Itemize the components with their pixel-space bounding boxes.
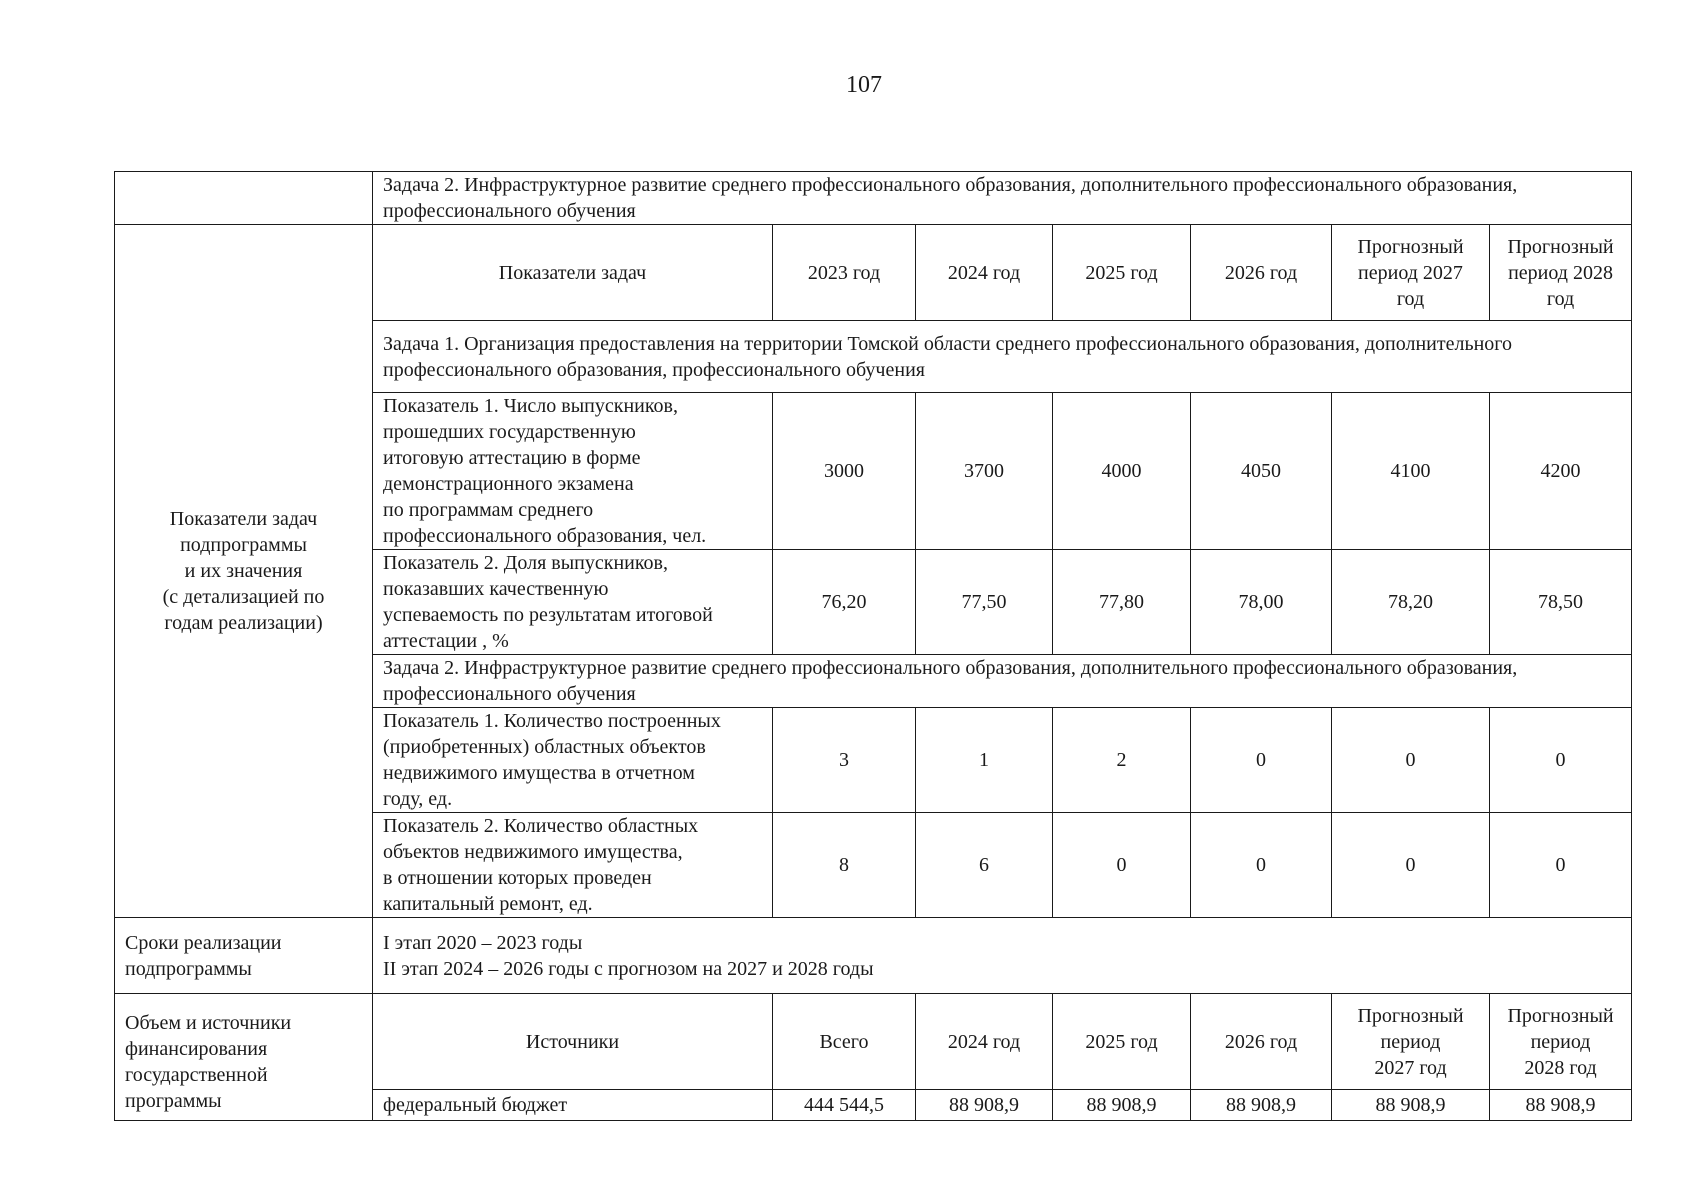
value-cell: 4000 [1053,393,1191,550]
value-cell: 0 [1332,708,1490,813]
header-forecast-2027-line: Прогнозный [1357,235,1464,258]
finance-value-cell: 88 908,9 [1191,1090,1332,1121]
finance-header-forecast-2027-line: период [1380,1030,1441,1053]
terms-value-line: II этап 2024 – 2026 годы с прогнозом на 2027 и 2028 годы [383,957,874,980]
value-cell: 77,50 [916,550,1053,655]
value-cell: 3000 [773,393,916,550]
terms-value [373,918,1632,994]
indicators-label-line: и их значения [184,560,303,582]
header-forecast-2028 [1490,225,1632,321]
header-forecast-2027-line: период 2027 [1358,261,1463,284]
value-cell: 4200 [1490,393,1632,550]
terms-row [115,918,1632,994]
finance-header-forecast-2028-line: период [1530,1030,1591,1053]
finance-value-cell: 88 908,9 [916,1090,1053,1121]
indicators-label-line: годам реализации) [164,612,323,634]
indicator-name-line: аттестации , % [383,630,509,652]
header-2026: 2026 год [1191,225,1332,321]
value-cell: 8 [773,813,916,918]
indicator-name [373,813,773,918]
value-cell: 78,00 [1191,550,1332,655]
indicator-name-line: успеваемость по результатам итоговой [383,604,713,626]
indicator-name-line: в отношении которых проведен [383,867,652,889]
finance-header-row [115,994,1632,1090]
finance-source: федеральный бюджет [373,1090,773,1121]
finance-header-forecast-2028-line: 2028 год [1524,1056,1597,1079]
header-2023: 2023 год [773,225,916,321]
finance-label-line: финансирования [125,1038,268,1060]
indicator-name [373,708,773,813]
finance-header-sources: Источники [373,994,773,1090]
terms-label-line: подпрограммы [125,957,252,980]
header-2025: 2025 год [1053,225,1191,321]
value-cell: 78,20 [1332,550,1490,655]
value-cell: 3700 [916,393,1053,550]
value-cell: 4100 [1332,393,1490,550]
finance-value-cell: 444 544,5 [773,1090,916,1121]
finance-value-cell: 88 908,9 [1053,1090,1191,1121]
top-left-empty-cell [115,172,373,225]
header-forecast-2027-line: год [1396,287,1425,310]
finance-label-line: программы [125,1090,222,1112]
indicator-name-line: прошедших государственную [383,421,636,443]
finance-header-forecast-2027-line: Прогнозный [1357,1004,1464,1027]
header-indicators: Показатели задач [373,225,773,321]
finance-header-2024: 2024 год [916,994,1053,1090]
task2-text: Задача 2. Инфраструктурное развитие среднего профессионального образования, дополнительного профессионального образования, профессионального обучения [373,655,1632,708]
header-forecast-2028-line: Прогнозный [1507,235,1614,258]
finance-header-forecast-2028-line: Прогнозный [1507,1004,1614,1027]
value-cell: 0 [1053,813,1191,918]
finance-label-line: государственной [125,1064,268,1086]
indicator-name-line: году, ед. [383,788,453,810]
indicators-header-row [115,225,1632,321]
terms-value-line: I этап 2020 – 2023 годы [383,931,583,954]
finance-value-cell: 88 908,9 [1332,1090,1490,1121]
indicator-name-line: объектов недвижимого имущества, [383,841,683,863]
value-cell: 0 [1490,708,1632,813]
finance-header-forecast-2027 [1332,994,1490,1090]
value-cell: 0 [1191,813,1332,918]
finance-header-2026: 2026 год [1191,994,1332,1090]
indicators-section-label [115,225,373,918]
indicator-name-line: показавших качественную [383,578,609,600]
indicator-name-line: Показатель 2. Доля выпускников, [383,552,668,574]
value-cell: 77,80 [1053,550,1191,655]
indicator-name-line: Показатель 1. Число выпускников, [383,395,678,417]
indicator-name-line: капитальный ремонт, ед. [383,893,593,915]
value-cell: 4050 [1191,393,1332,550]
header-forecast-2027 [1332,225,1490,321]
value-cell: 76,20 [773,550,916,655]
finance-label [115,994,373,1121]
indicator-name-line: (приобретенных) областных объектов [383,736,706,758]
top-task2-text: Задача 2. Инфраструктурное развитие среднего профессионального образования, дополнительного профессионального образования, профессионального обучения [373,172,1632,225]
finance-value-cell: 88 908,9 [1490,1090,1632,1121]
finance-header-total: Всего [773,994,916,1090]
value-cell: 2 [1053,708,1191,813]
top-task-row [115,172,1632,225]
value-cell: 0 [1490,813,1632,918]
indicator-name-line: Показатель 1. Количество построенных [383,710,721,732]
header-forecast-2028-line: год [1546,287,1575,310]
value-cell: 6 [916,813,1053,918]
indicators-label-line: подпрограммы [180,534,307,556]
indicator-name-line: по программам среднего [383,499,594,521]
indicators-label-line: (с детализацией по [162,586,325,608]
value-cell: 1 [916,708,1053,813]
value-cell: 78,50 [1490,550,1632,655]
indicator-name-line: демонстрационного экзамена [383,473,634,495]
finance-header-forecast-2027-line: 2027 год [1374,1056,1447,1079]
indicator-name-line: итоговую аттестацию в форме [383,447,641,469]
indicator-name-line: недвижимого имущества в отчетном [383,762,695,784]
header-forecast-2028-line: период 2028 [1508,261,1613,284]
finance-label-line: Объем и источники [125,1012,292,1034]
value-cell: 3 [773,708,916,813]
finance-header-2025: 2025 год [1053,994,1191,1090]
terms-label [115,918,373,994]
header-2024: 2024 год [916,225,1053,321]
indicator-name [373,550,773,655]
value-cell: 0 [1332,813,1490,918]
value-cell: 0 [1191,708,1332,813]
indicators-label-line: Показатели задач [169,508,318,530]
terms-label-line: Сроки реализации [125,931,282,954]
finance-header-forecast-2028 [1490,994,1632,1090]
task1-text: Задача 1. Организация предоставления на территории Томской области среднего профессионального образования, дополнительного профессионального образования, профессионального обучения [373,321,1632,393]
indicator-name-line: Показатель 2. Количество областных [383,815,699,837]
program-passport-table [114,171,1632,1121]
page-number: 107 [846,72,882,98]
indicator-name-line: профессионального образования, чел. [383,525,707,547]
indicator-name [373,393,773,550]
